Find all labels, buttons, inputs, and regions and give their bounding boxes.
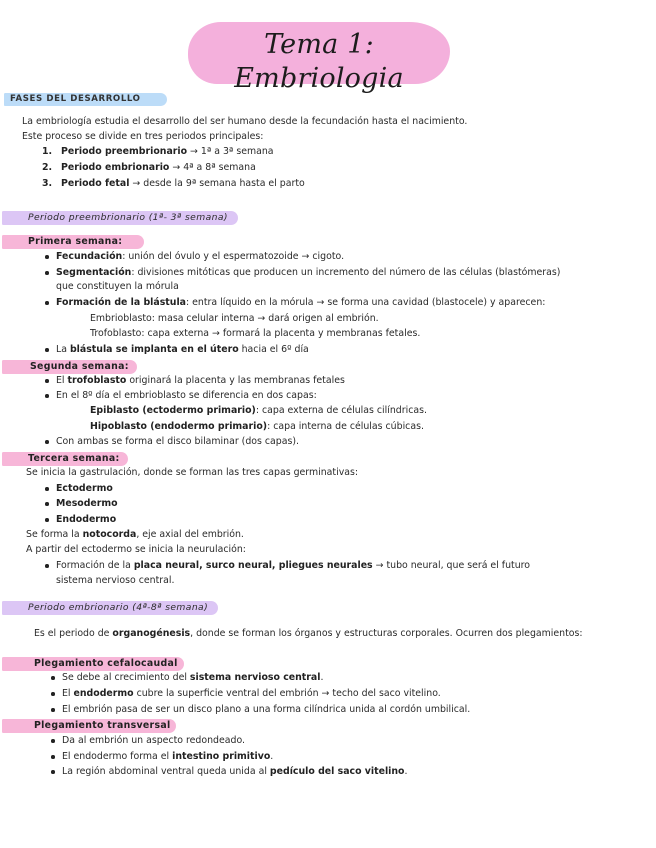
bullet-disco-bilaminar: Con ambas se forma el disco bilaminar (dos capas). [56, 436, 300, 447]
bullet-segmentacion-cont: que constituyen la mórula [56, 281, 179, 292]
bullet-formacion-blastula: Formación de la blástula: entra líquido en la mórula → se forma una cavidad (blastocele) y aparecen: [56, 297, 546, 308]
sub-hipoblasto: Hipoblasto (endodermo primario): capa interna de células cúbicas. [90, 421, 424, 432]
bullet-segmentacion: Segmentación: divisiones mitóticas que producen un incremento del número de las células (blastómeras) [56, 267, 561, 278]
subheading-primera-semana: Primera semana: [2, 235, 144, 249]
subheading-tercera-semana: Tercera semana: [2, 452, 128, 466]
bullet-pediculo: La región abdominal ventral queda unida al pedículo del saco vitelino. [62, 766, 408, 777]
bullet-snc: Se debe al crecimiento del sistema nervioso central. [62, 672, 324, 683]
sub-trofoblasto: Trofoblasto: capa externa → formará la placenta y membranas fetales. [90, 328, 421, 339]
subheading-plegamiento-cefalocaudal: Plegamiento cefalocaudal [2, 657, 184, 671]
bullet-placa-neural: Formación de la placa neural, surco neural, pliegues neurales → tubo neural, que será el futuro [56, 560, 531, 571]
bullet-dia-8: En el 8º día el embrioblasto se diferencia en dos capas: [56, 390, 317, 401]
subheading-segunda-semana: Segunda semana: [2, 360, 137, 374]
bullet-intestino-primitivo: El endodermo forma el intestino primitivo. [62, 751, 274, 762]
bullet-trofoblasto: El trofoblasto originará la placenta y las membranas fetales [56, 375, 345, 386]
sub-embrioblasto: Embrioblasto: masa celular interna → dará origen al embrión. [90, 313, 379, 324]
section-heading-embrionario: Periodo embrionario (4ª-8ª semana) [2, 601, 218, 615]
bullet-aspecto-redondeado: Da al embrión un aspecto redondeado. [62, 735, 246, 746]
list-item-periodo-2: 2. Periodo embrionario → 4ª a 8ª semana [42, 162, 256, 173]
bullet-implantacion: La blástula se implanta en el útero hacia el 6º día [56, 344, 309, 355]
paragraph-notocorda: Se forma la notocorda, eje axial del embrión. [26, 529, 244, 540]
bullet-fecundacion: Fecundación: unión del óvulo y el espermatozoide → cigoto. [56, 251, 345, 262]
subheading-plegamiento-transversal: Plegamiento transversal [2, 719, 176, 733]
bullet-placa-neural-cont: sistema nervioso central. [56, 575, 175, 586]
bullet-disco-cilindro: El embrión pasa de ser un disco plano a una forma cilíndrica unida al cordón umbilical. [62, 704, 471, 715]
section-heading-fases: FASES DEL DESARROLLO [4, 93, 167, 106]
section-heading-preembrionario: Periodo preembrionario (1ª- 3ª semana) [2, 211, 238, 225]
paragraph-gastrulacion: Se inicia la gastrulación, donde se forman las tres capas germinativas: [26, 467, 359, 478]
paragraph-organogenesis: Es el periodo de organogénesis, donde se forman los órganos y estructuras corporales. Ocurren dos plegamientos: [34, 628, 583, 639]
list-item-periodo-3: 3. Periodo fetal → desde la 9ª semana hasta el parto [42, 178, 305, 189]
paragraph-neurulacion: A partir del ectodermo se inicia la neurulación: [26, 544, 246, 555]
paragraph-intro: La embriología estudia el desarrollo del ser humano desde la fecundación hasta el nacimiento. [22, 116, 468, 127]
layer-mesodermo: Mesodermo [56, 498, 118, 509]
layer-endodermo: Endodermo [56, 514, 117, 525]
list-item-periodo-1: 1. Periodo preembrionario → 1ª a 3ª semana [42, 146, 274, 157]
sub-epiblasto: Epiblasto (ectodermo primario): capa externa de células cilíndricas. [90, 405, 427, 416]
page-title: Tema 1: Embriologia [234, 29, 404, 94]
layer-ectodermo: Ectodermo [56, 483, 113, 494]
bullet-endodermo: El endodermo cubre la superficie ventral del embrión → techo del saco vitelino. [62, 688, 441, 699]
paragraph-division: Este proceso se divide en tres periodos principales: [22, 131, 264, 142]
